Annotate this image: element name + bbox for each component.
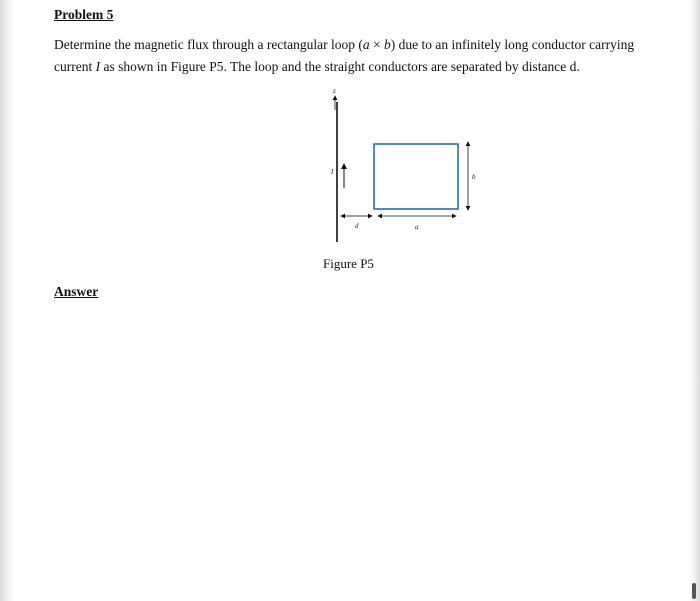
problem-var-a: a — [362, 37, 370, 52]
problem-var-b: b — [384, 37, 391, 52]
rectangular-loop — [374, 144, 458, 209]
problem-text-part3: as shown in Figure P5. The loop and the straight conductors are separated by distance d. — [100, 59, 580, 74]
problem-text-part1: Determine the magnetic flux through a rectangular loop ( — [54, 37, 363, 52]
b-label: b — [472, 173, 476, 181]
figure-p5-diagram — [309, 84, 479, 244]
figure-caption: Figure P5 — [323, 256, 374, 271]
a-label: a — [415, 223, 419, 231]
z-axis-label: z — [333, 87, 336, 95]
figure-p5 — [309, 84, 479, 244]
current-label: I — [331, 168, 334, 176]
problem-statement — [54, 34, 664, 78]
page-edge-right — [688, 0, 700, 601]
answer-label: Answer — [54, 284, 99, 299]
problem-times: × — [369, 37, 385, 52]
problem-var-i: I — [95, 59, 101, 74]
problem-title: Problem 5 — [54, 7, 114, 22]
scrollbar-thumb[interactable] — [692, 583, 696, 599]
d-label: d — [355, 222, 359, 230]
problem-text-part2: ) due to an infinitely long conductor carrying current — [54, 37, 635, 74]
page-edge-left — [0, 0, 14, 601]
